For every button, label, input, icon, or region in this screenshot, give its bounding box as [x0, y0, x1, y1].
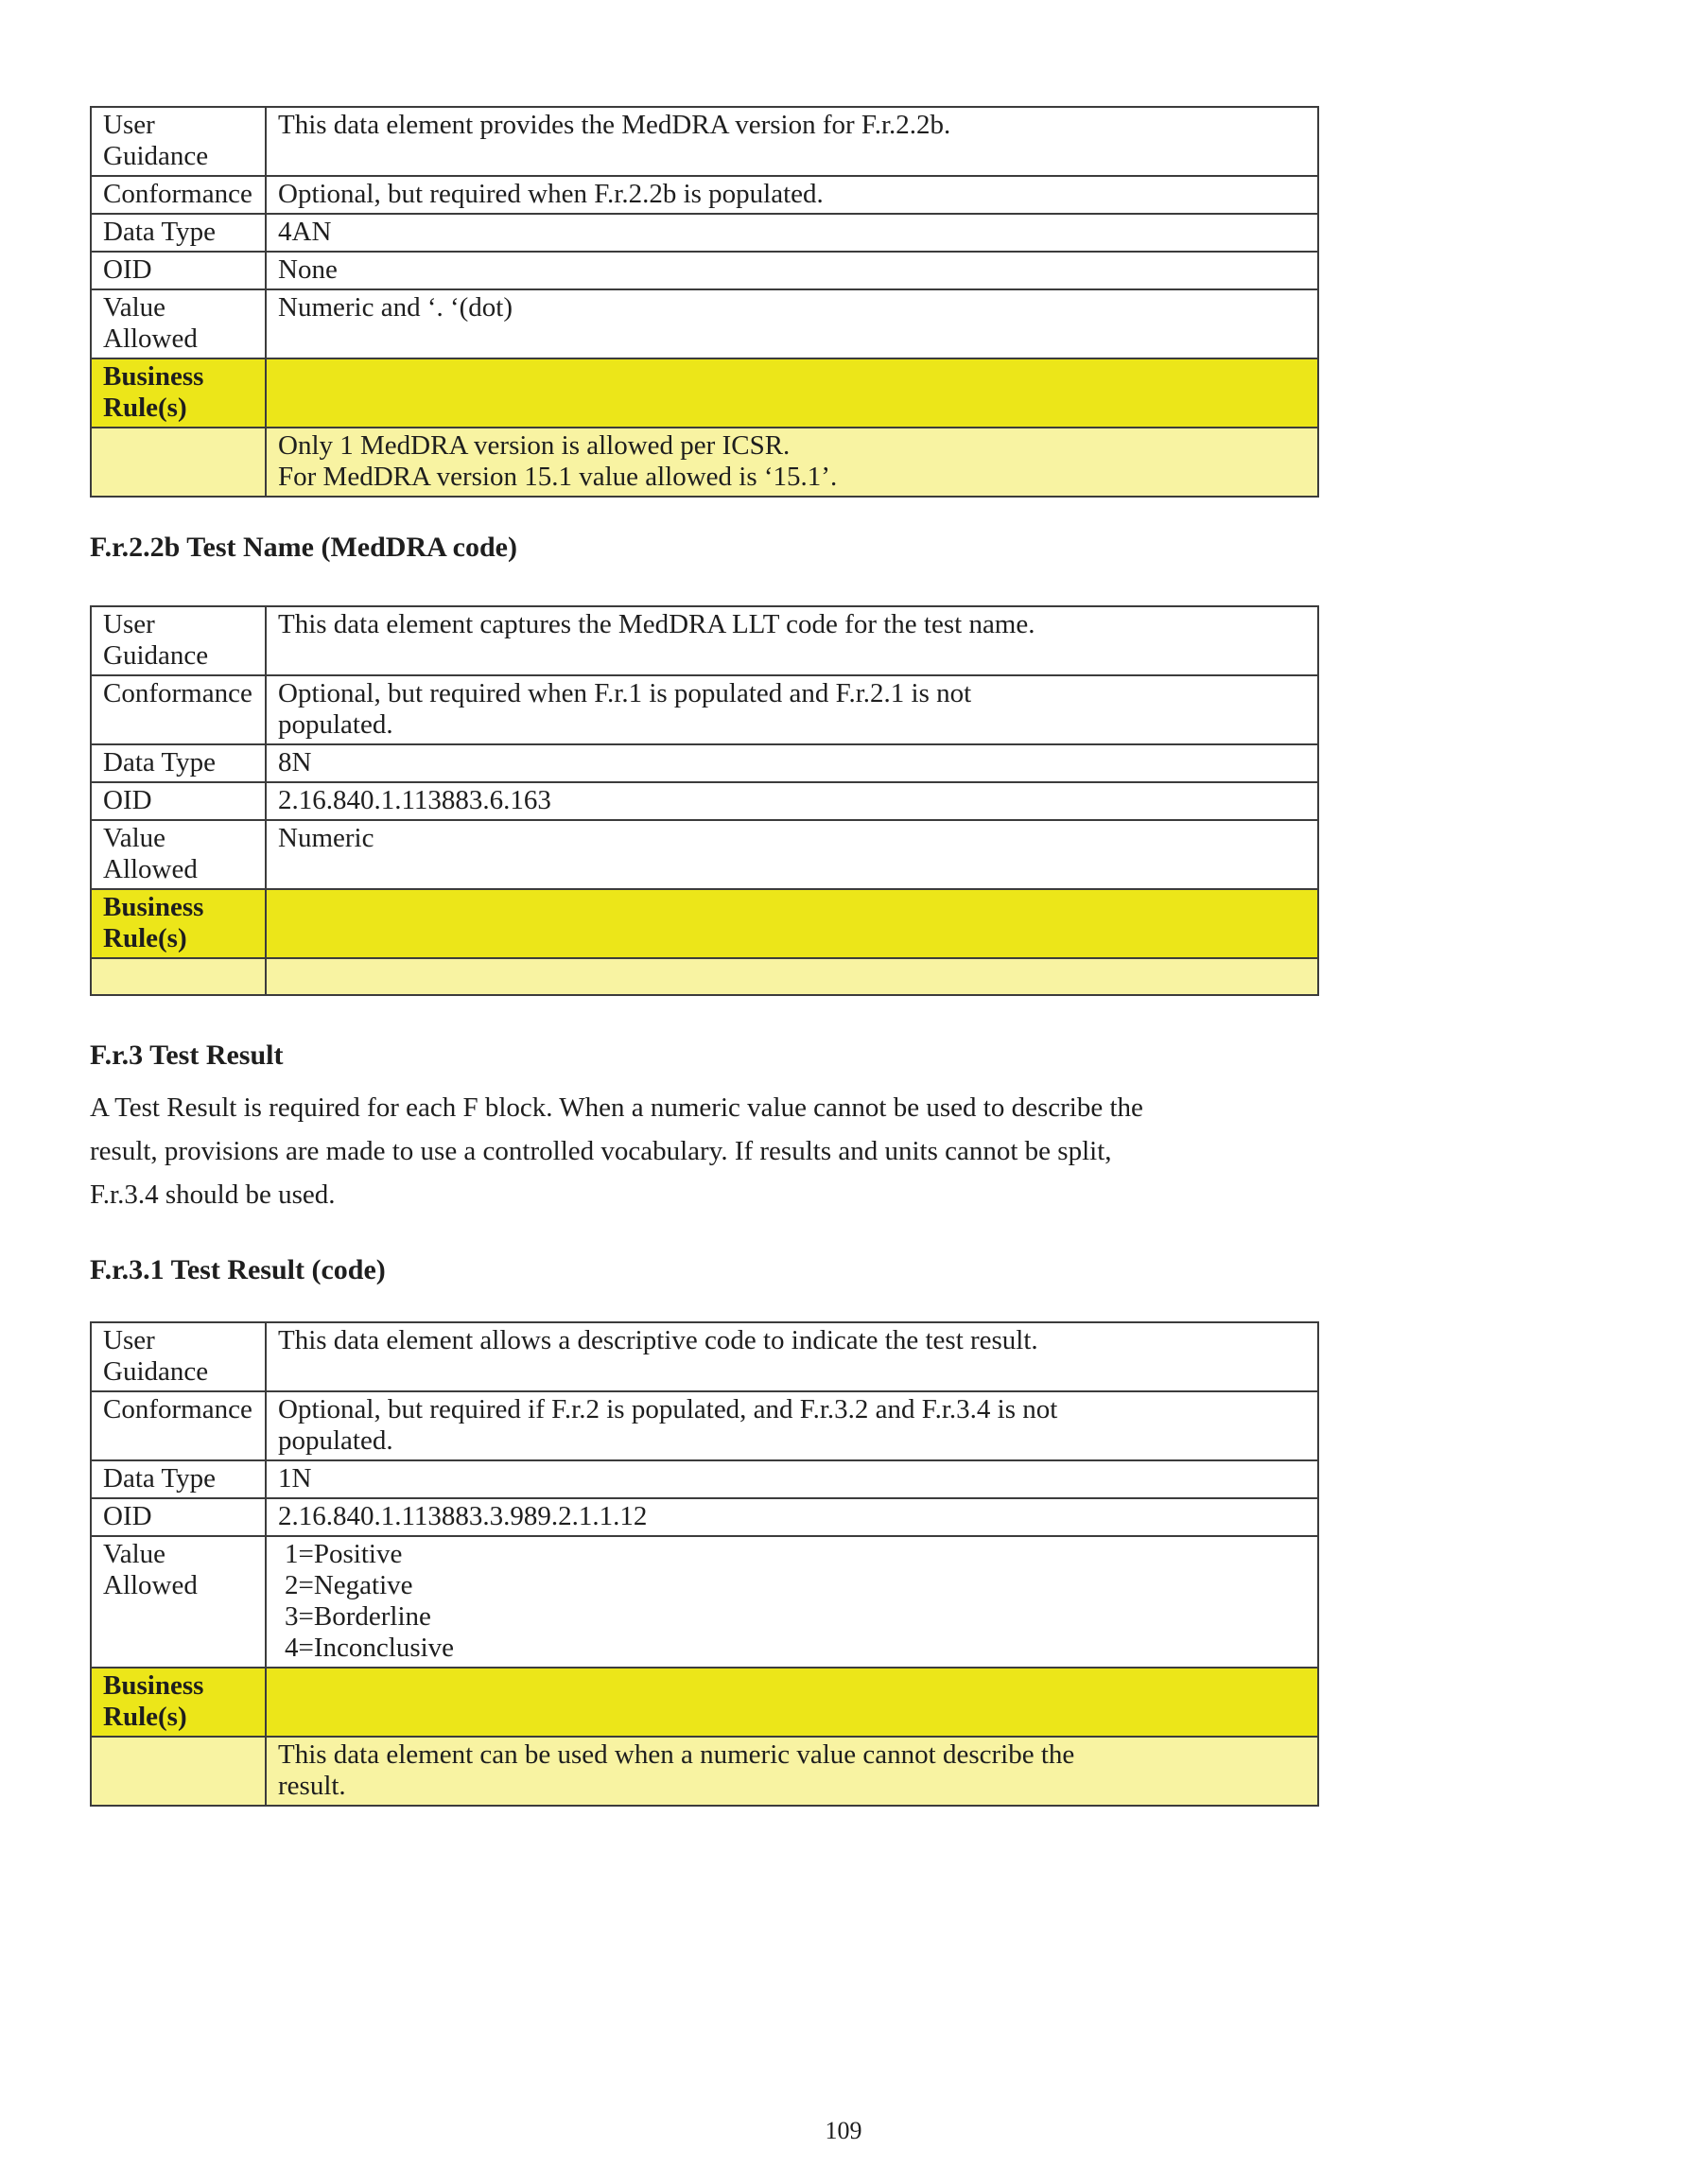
row-label-data-type: Data Type: [91, 1460, 266, 1498]
row-label-user-guidance: User Guidance: [91, 107, 266, 176]
table-row: [91, 782, 1318, 820]
row-value: [266, 107, 1318, 176]
row-label-value-allowed: Value Allowed: [91, 820, 266, 889]
cell-line: populated.: [278, 1425, 393, 1456]
table-row: [91, 1322, 1318, 1391]
row-value: [266, 606, 1318, 675]
row-value: [266, 820, 1318, 889]
table-row: [91, 289, 1318, 358]
row-label-empty: [91, 1737, 266, 1806]
row-label-user-guidance: User Guidance: [91, 1322, 266, 1391]
paragraph-line: F.r.3.4 should be used.: [90, 1179, 336, 1210]
cell-line: 4AN: [278, 217, 332, 247]
cell-line: Optional, but required when F.r.2.2b is populated.: [278, 179, 824, 209]
row-value: [266, 1668, 1318, 1737]
section-heading-test-name: F.r.2.2b Test Name (MedDRA code): [90, 532, 517, 563]
business-rule-note-row: [91, 958, 1318, 995]
row-value: [266, 252, 1318, 289]
row-value: [266, 1460, 1318, 1498]
table-meddra-version: [90, 106, 1319, 498]
cell-line: 2.16.840.1.113883.3.989.2.1.1.12: [278, 1501, 648, 1531]
cell-line: Optional, but required if F.r.2 is populated, and F.r.3.2 and F.r.3.4 is not: [278, 1394, 1058, 1424]
row-value: [266, 1322, 1318, 1391]
cell-line: result.: [278, 1771, 346, 1801]
row-value: [266, 889, 1318, 958]
row-value: [266, 782, 1318, 820]
table-test-name-code: [90, 605, 1319, 996]
row-label-business-rules: Business Rule(s): [91, 358, 266, 428]
cell-line: This data element provides the MedDRA version for F.r.2.2b.: [278, 110, 951, 140]
cell-line: This data element captures the MedDRA LLT code for the test name.: [278, 609, 1035, 639]
table-row: [91, 675, 1318, 744]
row-value: [266, 744, 1318, 782]
paragraph-line: A Test Result is required for each F block. When a numeric value cannot be used to describe the: [90, 1092, 1143, 1123]
cell-line: 2=Negative: [285, 1570, 413, 1600]
cell-line: populated.: [278, 709, 393, 740]
table-row: [91, 252, 1318, 289]
row-label-business-rules: Business Rule(s): [91, 889, 266, 958]
row-value: [266, 958, 1318, 995]
row-value: [266, 1737, 1318, 1806]
table-row: [91, 820, 1318, 889]
row-label-empty: [91, 958, 266, 995]
section-heading-test-result: F.r.3 Test Result: [90, 1040, 284, 1071]
table-row: [91, 107, 1318, 176]
business-rule-row: [91, 889, 1318, 958]
body-paragraph: [90, 1086, 1319, 1216]
cell-line: 3=Borderline: [285, 1601, 431, 1632]
row-label-empty: [91, 428, 266, 497]
paragraph-line: result, provisions are made to use a controlled vocabulary. If results and units cannot be split,: [90, 1136, 1112, 1166]
row-label-conformance: Conformance: [91, 1391, 266, 1460]
row-label-oid: OID: [91, 782, 266, 820]
cell-line: Numeric and ‘. ‘(dot): [278, 292, 513, 323]
row-label-value-allowed: Value Allowed: [91, 289, 266, 358]
business-rule-note-row: [91, 428, 1318, 497]
row-label-oid: OID: [91, 252, 266, 289]
cell-line: 1N: [278, 1463, 312, 1494]
row-label-business-rules: Business Rule(s): [91, 1668, 266, 1737]
row-value: [266, 1536, 1318, 1668]
row-value: [266, 358, 1318, 428]
table-row: [91, 176, 1318, 214]
table-row: [91, 606, 1318, 675]
table-row: [91, 1536, 1318, 1668]
row-label-conformance: Conformance: [91, 675, 266, 744]
row-value: [266, 675, 1318, 744]
cell-line: 8N: [278, 747, 312, 778]
row-value: [266, 289, 1318, 358]
row-value: [266, 1391, 1318, 1460]
row-value: [266, 214, 1318, 252]
cell-line: 1=Positive: [285, 1539, 403, 1569]
table-row: [91, 1498, 1318, 1536]
business-rule-note-row: [91, 1737, 1318, 1806]
table-row: [91, 214, 1318, 252]
row-value: [266, 176, 1318, 214]
cell-line: This data element can be used when a numeric value cannot describe the: [278, 1739, 1075, 1770]
table-test-result-code: [90, 1321, 1319, 1807]
cell-line: Numeric: [278, 823, 374, 853]
row-label-conformance: Conformance: [91, 176, 266, 214]
row-label-data-type: Data Type: [91, 214, 266, 252]
cell-line: Only 1 MedDRA version is allowed per ICSR.: [278, 430, 791, 461]
cell-line: 4=Inconclusive: [285, 1633, 455, 1663]
cell-line: None: [278, 254, 338, 285]
section-heading-test-result-code: F.r.3.1 Test Result (code): [90, 1254, 386, 1285]
row-label-user-guidance: User Guidance: [91, 606, 266, 675]
business-rule-row: [91, 1668, 1318, 1737]
cell-line: Optional, but required when F.r.1 is populated and F.r.2.1 is not: [278, 678, 972, 708]
row-value: [266, 1498, 1318, 1536]
table-row: [91, 1460, 1318, 1498]
cell-line: This data element allows a descriptive code to indicate the test result.: [278, 1325, 1038, 1355]
cell-line: 2.16.840.1.113883.6.163: [278, 785, 551, 815]
page-number: 109: [825, 2117, 862, 2144]
table-row: [91, 1391, 1318, 1460]
row-label-oid: OID: [91, 1498, 266, 1536]
page-content: [90, 106, 1319, 1807]
row-label-value-allowed: Value Allowed: [91, 1536, 266, 1668]
row-label-data-type: Data Type: [91, 744, 266, 782]
table-row: [91, 744, 1318, 782]
cell-line: For MedDRA version 15.1 value allowed is ‘15.1’.: [278, 462, 838, 492]
business-rule-row: [91, 358, 1318, 428]
row-value: [266, 428, 1318, 497]
